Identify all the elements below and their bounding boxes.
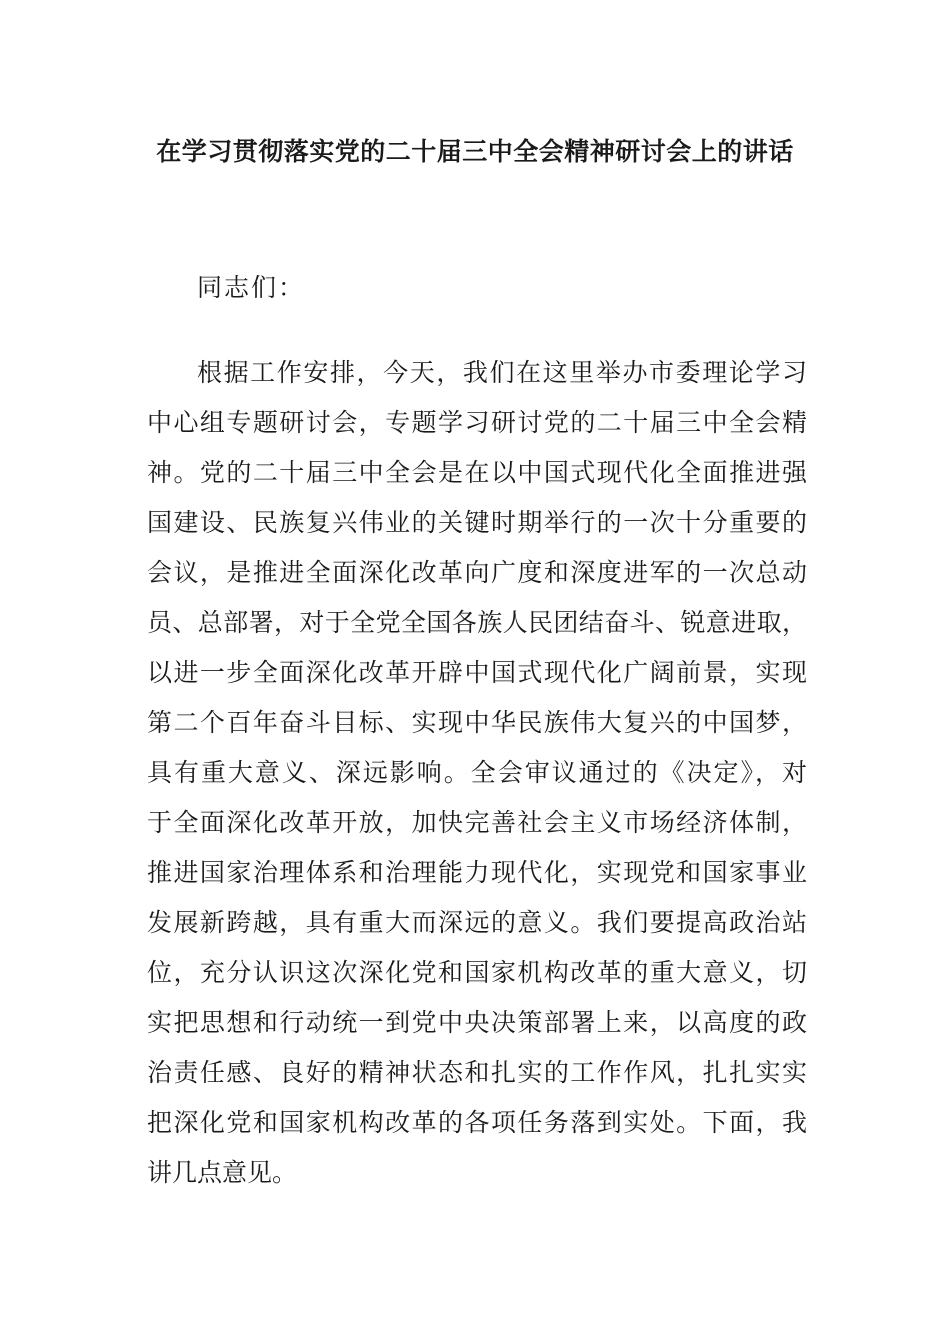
paragraph-line: 以进一步全面深化改革开辟中国式现代化广阔前景，实现 <box>147 658 807 687</box>
paragraph-line: 中心组专题研讨会，专题学习研讨党的二十届三中全会精 <box>147 408 807 437</box>
paragraph-line: 会议，是推进全面深化改革向广度和深度进军的一次总动 <box>147 558 807 587</box>
paragraph-line: 治责任感、良好的精神状态和扎实的工作作风，扎扎实实 <box>147 1058 807 1087</box>
paragraph-line: 具有重大意义、深远影响。全会审议通过的《决定》，对 <box>147 758 807 787</box>
paragraph-line: 根据工作安排，今天，我们在这里举办市委理论学习 <box>197 358 807 387</box>
paragraph-line: 把深化党和国家机构改革的各项任务落到实处。下面，我 <box>147 1108 807 1137</box>
greeting: 同志们： <box>197 273 306 302</box>
paragraph-line: 于全面深化改革开放，加快完善社会主义市场经济体制， <box>147 808 807 837</box>
paragraph-line: 员、总部署，对于全党全国各族人民团结奋斗、锐意进取， <box>147 608 807 637</box>
paragraph-line: 实把思想和行动统一到党中央决策部署上来，以高度的政 <box>147 1008 807 1037</box>
paragraph-line: 位，充分认识这次深化党和国家机构改革的重大意义，切 <box>147 958 807 987</box>
body-paragraph <box>147 355 807 1205</box>
paragraph-line: 讲几点意见。 <box>147 1158 298 1187</box>
document-title: 在学习贯彻落实党的二十届三中全会精神研讨会上的讲话 <box>156 137 794 166</box>
paragraph-line: 发展新跨越，具有重大而深远的意义。我们要提高政治站 <box>147 908 807 937</box>
paragraph-line: 神。党的二十届三中全会是在以中国式现代化全面推进强 <box>147 458 807 487</box>
paragraph-line: 推进国家治理体系和治理能力现代化，实现党和国家事业 <box>147 858 807 887</box>
paragraph-line: 第二个百年奋斗目标、实现中华民族伟大复兴的中国梦， <box>147 708 807 737</box>
paragraph-line: 国建设、民族复兴伟业的关键时期举行的一次十分重要的 <box>147 508 807 537</box>
